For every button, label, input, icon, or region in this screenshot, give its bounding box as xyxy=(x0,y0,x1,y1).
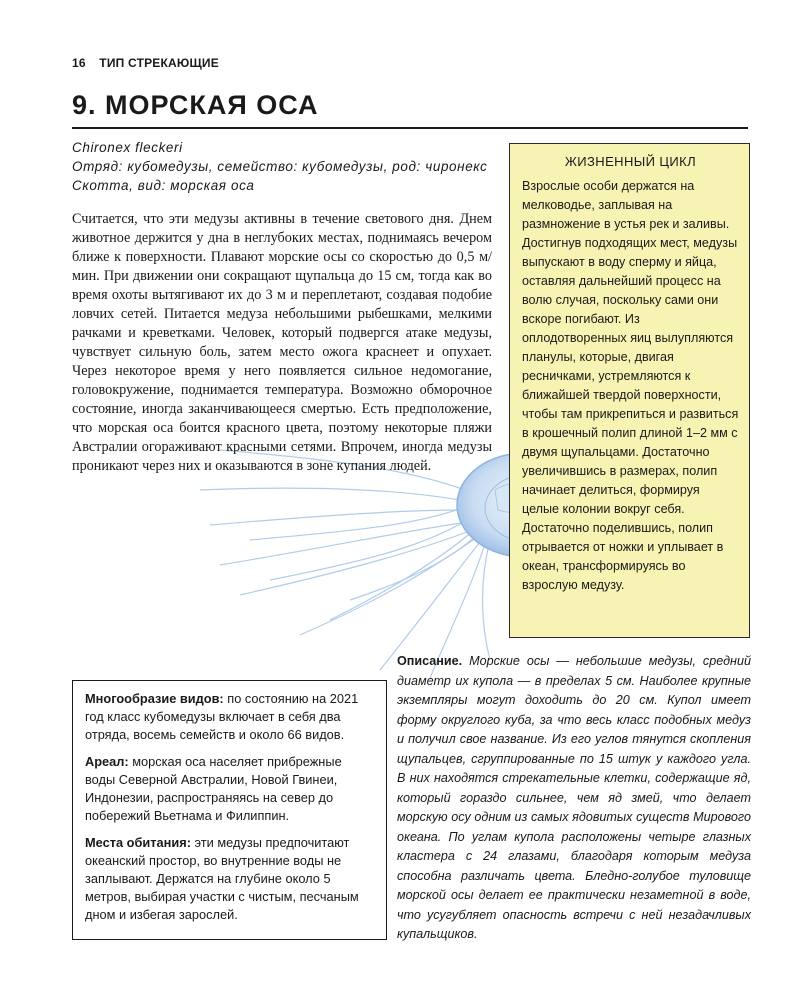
intro-paragraph: Считается, что эти медузы активны в течение светового дня. Днем животное держится у дна в неглубоких местах, поднимаясь вечером ближе к поверхности. Плавают морские осы со скоростью до 0,5 м/мин. При движении они сокращают щупальца до 15 см, тогда как во время охоты вытягивают их до 3 м и переплетают, создавая подобие ловчих сетей. Питается медуза небольшими рыбешками, мелкими рачками и креветками. Человек, который подвергся атаке медузы, чувствует сильную боль, затем место ожога краснеет и опухает. Через некоторое время у него появляется сильное недомогание, головокружение, поднимается температура. Возможно обморочное состояние, иногда заканчивающееся смертью. Есть предположение, что морская оса боится красного цвета, поэтому некоторые пляжи Австралии огораживают красными сетями. Впрочем, иногда медузы проникают через них и оказываются в зоне купания людей. xyxy=(72,211,492,474)
lifecycle-text: Взрослые особи держатся на мелководье, заплывая на размножение в устья рек и заливы. Достигнув подходящих мест, медузы выпускают в воду сперму и яйца, оставляя дальнейший процесс на волю случая, поскольку сами они вскоре погибают. Из оплодотворенных яиц вылупляются планулы, которые, двигая ресничками, устремляются к ближайшей твердой поверхности, чтобы там прикрепиться и развиться в крошечный полип длиной 1–2 мм с двумя щупальцами. Достаточно увеличившись в размерах, полип начинает делиться, формируя целые колонии вокруг себя. Достаточно поделившись, полип отрывается от ножки и уплывает в океан, трансформируясь во взрослую медузу. xyxy=(522,179,739,592)
fact-item xyxy=(85,690,374,744)
latin-name: Chironex fleckeri xyxy=(72,140,183,155)
page-number: 16 xyxy=(72,56,86,70)
lifecycle-box xyxy=(509,143,750,638)
fact-label: Места обитания: xyxy=(85,835,191,850)
article-title: 9. МОРСКАЯ ОСА xyxy=(72,90,319,120)
fact-text: по состоянию на 2021 год класс кубомедузы включает в себя два отряда, восемь семейств и около 66 видов. xyxy=(85,691,359,742)
classification: Отряд: кубомедузы, семейство: кубомедузы, род: чиронекс Скотта, вид: морская оса xyxy=(72,159,488,193)
lifecycle-title: ЖИЗНЕННЫЙ ЦИКЛ xyxy=(564,154,697,169)
fact-text: морская оса населяет прибрежные воды Северной Австралии, Новой Гвинеи, Индонезии, распространяясь на север до побережий Вьетнама и Филиппин. xyxy=(85,754,342,823)
fact-item xyxy=(85,753,374,825)
fact-item xyxy=(85,834,374,924)
fact-label: Многообразие видов: xyxy=(85,691,224,706)
fact-text: эти медузы предпочитают океанский простор, во внутренние воды не заплывают. Держатся на глубине около 5 метров, выбирая участки с чистым, песчаным дном и избегая зарослей. xyxy=(85,835,359,922)
taxonomy-block xyxy=(72,138,492,195)
title-rule xyxy=(72,127,748,129)
facts-box xyxy=(72,680,387,940)
description-label: Описание. xyxy=(397,654,463,668)
section-title: ТИП СТРЕКАЮЩИЕ xyxy=(99,56,219,70)
description-paragraph xyxy=(397,652,751,945)
description-text: Морские осы — небольшие медузы, средний диаметр их купола — в пределах 5 см. Наиболее крупные экземпляры могут доходить до 20 см. Купол имеет форму округлого куба, за что весь класс подобных медуз и получил свое название. Из его углов тянутся скопления щупальцев, сгруппированные по 15 штук у каждого угла. В них находятся стрекательные клетки, содержащие яд, который гораздо сильнее, чем яд змей, что делает морскую осу одним из самых ядовитых существ Мирового океана. По углам купола расположены четыре глазных кластера с 24 глазами, благодаря которым медуза способна различать цвета. Бледно-голубое туловище морской осы делает ее практически незаметной в воде, что усугубляет опасность встречи с ней незадачливых купальщиков. xyxy=(397,654,751,941)
running-header xyxy=(72,56,219,70)
fact-label: Ареал: xyxy=(85,754,129,769)
